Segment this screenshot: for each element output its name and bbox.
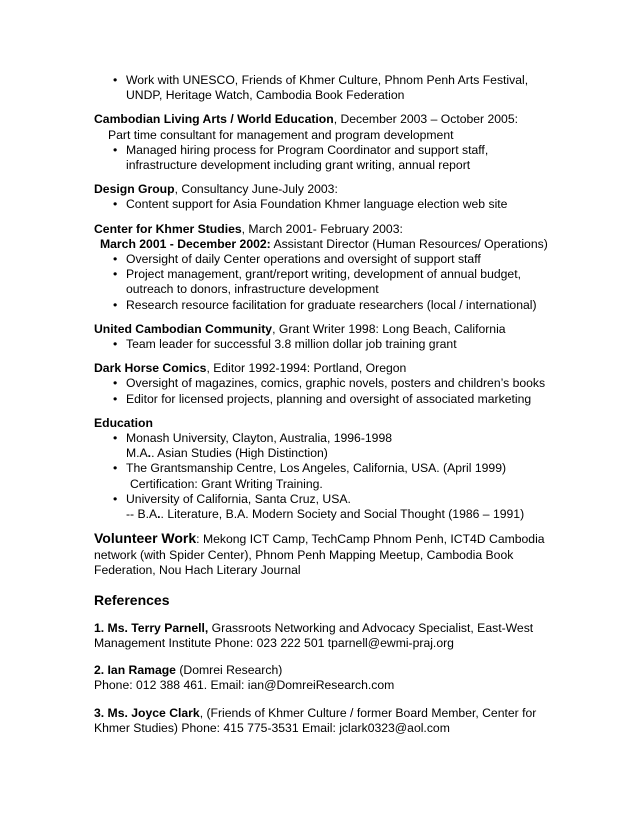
degree-school: University of California, Santa Cruz, USA. — [126, 491, 351, 506]
job-role: Assistant Director (Human Resources/ Operations) — [270, 236, 548, 251]
reference-detail: , (Friends of Khmer Culture / former Board Member, Center for — [199, 705, 537, 720]
org-name: Design Group — [94, 182, 175, 197]
section-united-cambodian-community — [94, 322, 554, 352]
volunteer-text: network (with Spider Center), Phnom Penh Mapping Meetup, Cambodia Book — [94, 548, 514, 563]
org-name: United Cambodian Community — [94, 321, 273, 336]
bullet-text: Oversight of daily Center operations and oversight of support staff — [126, 252, 481, 267]
reference-name: 3. Ms. Joyce Clark — [94, 705, 200, 720]
degree-name: -- B.A — [126, 507, 158, 522]
section-volunteer — [94, 529, 554, 578]
reference-detail: Grassroots Networking and Advocacy Specialist, East-West — [208, 620, 534, 635]
reference-name: 2. Ian Ramage — [94, 663, 176, 678]
section-references — [94, 591, 554, 736]
section-dark-horse-comics — [94, 361, 554, 407]
list-item — [94, 461, 554, 476]
org-name: Cambodian Living Arts / World Education — [94, 112, 334, 127]
job-dates: , Editor 1992-1994: Portland, Oregon — [206, 361, 407, 376]
list-item — [94, 298, 554, 313]
list-item — [94, 143, 554, 173]
reference-detail: Management Institute Phone: 023 222 501 tparnell@ewmi-praj.org — [94, 635, 454, 650]
bullet-text: Managed hiring process for Program Coordinator and support staff, infrastructure development including grant writing, annual report — [126, 142, 489, 173]
reference-detail: (Domrei Research) — [175, 663, 283, 678]
reference-name: 1. Ms. Terry Parnell, — [94, 620, 209, 635]
list-item — [94, 197, 554, 212]
bullet-text: Research resource facilitation for graduate researchers (local / international) — [126, 297, 537, 312]
list-item — [94, 73, 554, 103]
volunteer-text: Federation, Nou Hach Literary Journal — [94, 563, 301, 578]
list-item — [94, 431, 554, 446]
bullet-text: Oversight of magazines, comics, graphic novels, posters and children’s books — [126, 376, 546, 391]
resume-content — [94, 73, 554, 736]
list-item — [94, 376, 554, 391]
list-item — [94, 392, 554, 407]
degree-detail: . Literature, B.A. Modern Society and Social Thought (1986 – 1991) — [160, 507, 525, 522]
section-heading: Education — [94, 415, 153, 430]
section-education: Education • Monash University, Clayton, Australia, 1996-1998 M.A.. Asian Studies (High Distinction) • The Grantsmanship Centre, Los Angeles, California, USA. (April 1999) Certification: Grant Writing Training. • University of California, Santa Cruz, USA. -- B.A.. Literature, B.A. Modern Society and Social Thought (1986 – 1991) — [94, 416, 554, 522]
bullet-text: Editor for licensed projects, planning and oversight of associated marketing — [126, 391, 532, 406]
section-heading: Volunteer Work — [94, 530, 197, 547]
reference-detail: Khmer Studies) Phone: 415 775-3531 Email: jclark0323@aol.com — [94, 720, 450, 735]
list-item — [94, 492, 554, 507]
section-design-group — [94, 182, 554, 212]
job-dates: , March 2001- February 2003: — [241, 221, 403, 236]
degree-detail: Certification: Grant Writing Training. — [130, 476, 323, 491]
job-role: Part time consultant for management and program development — [108, 127, 454, 142]
org-name: Dark Horse Comics — [94, 361, 207, 376]
job-dates: , Grant Writer 1998: Long Beach, California — [272, 321, 506, 336]
list-item — [94, 267, 554, 297]
section-unesco — [94, 73, 554, 103]
job-dates: , December 2003 – October 2005: — [333, 112, 518, 127]
job-period: March 2001 - December 2002: — [100, 236, 271, 251]
section-heading: References — [94, 591, 170, 608]
job-dates: , Consultancy June-July 2003: — [174, 182, 338, 197]
degree-school: Monash University, Clayton, Australia, 1996-1998 — [126, 431, 393, 446]
bullet-text: Work with UNESCO, Friends of Khmer Culture, Phnom Penh Arts Festival, UNDP, Heritage Watch, Cambodia Book Federation — [126, 73, 529, 103]
bullet-text: Team leader for successful 3.8 million dollar job training grant — [126, 337, 457, 352]
degree-school: The Grantsmanship Centre, Los Angeles, California, USA. (April 1999) — [126, 461, 507, 476]
reference-detail: Phone: 012 388 461. Email: ian@DomreiResearch.com — [94, 678, 395, 693]
org-name: Center for Khmer Studies — [94, 221, 242, 236]
section-cambodian-living-arts — [94, 112, 554, 173]
bullet-text: Content support for Asia Foundation Khmer language election web site — [126, 197, 508, 212]
list-item — [94, 337, 554, 352]
degree-detail: . Asian Studies (High Distinction) — [151, 446, 328, 461]
bullet-text: Project management, grant/report writing, development of annual budget, outreach to donors, infrastructure development — [126, 267, 521, 297]
volunteer-text: : Mekong ICT Camp, TechCamp Phnom Penh, ICT4D Cambodia — [196, 532, 545, 547]
degree-name: M.A — [126, 446, 148, 461]
list-item — [94, 252, 554, 267]
section-center-khmer-studies — [94, 222, 554, 313]
